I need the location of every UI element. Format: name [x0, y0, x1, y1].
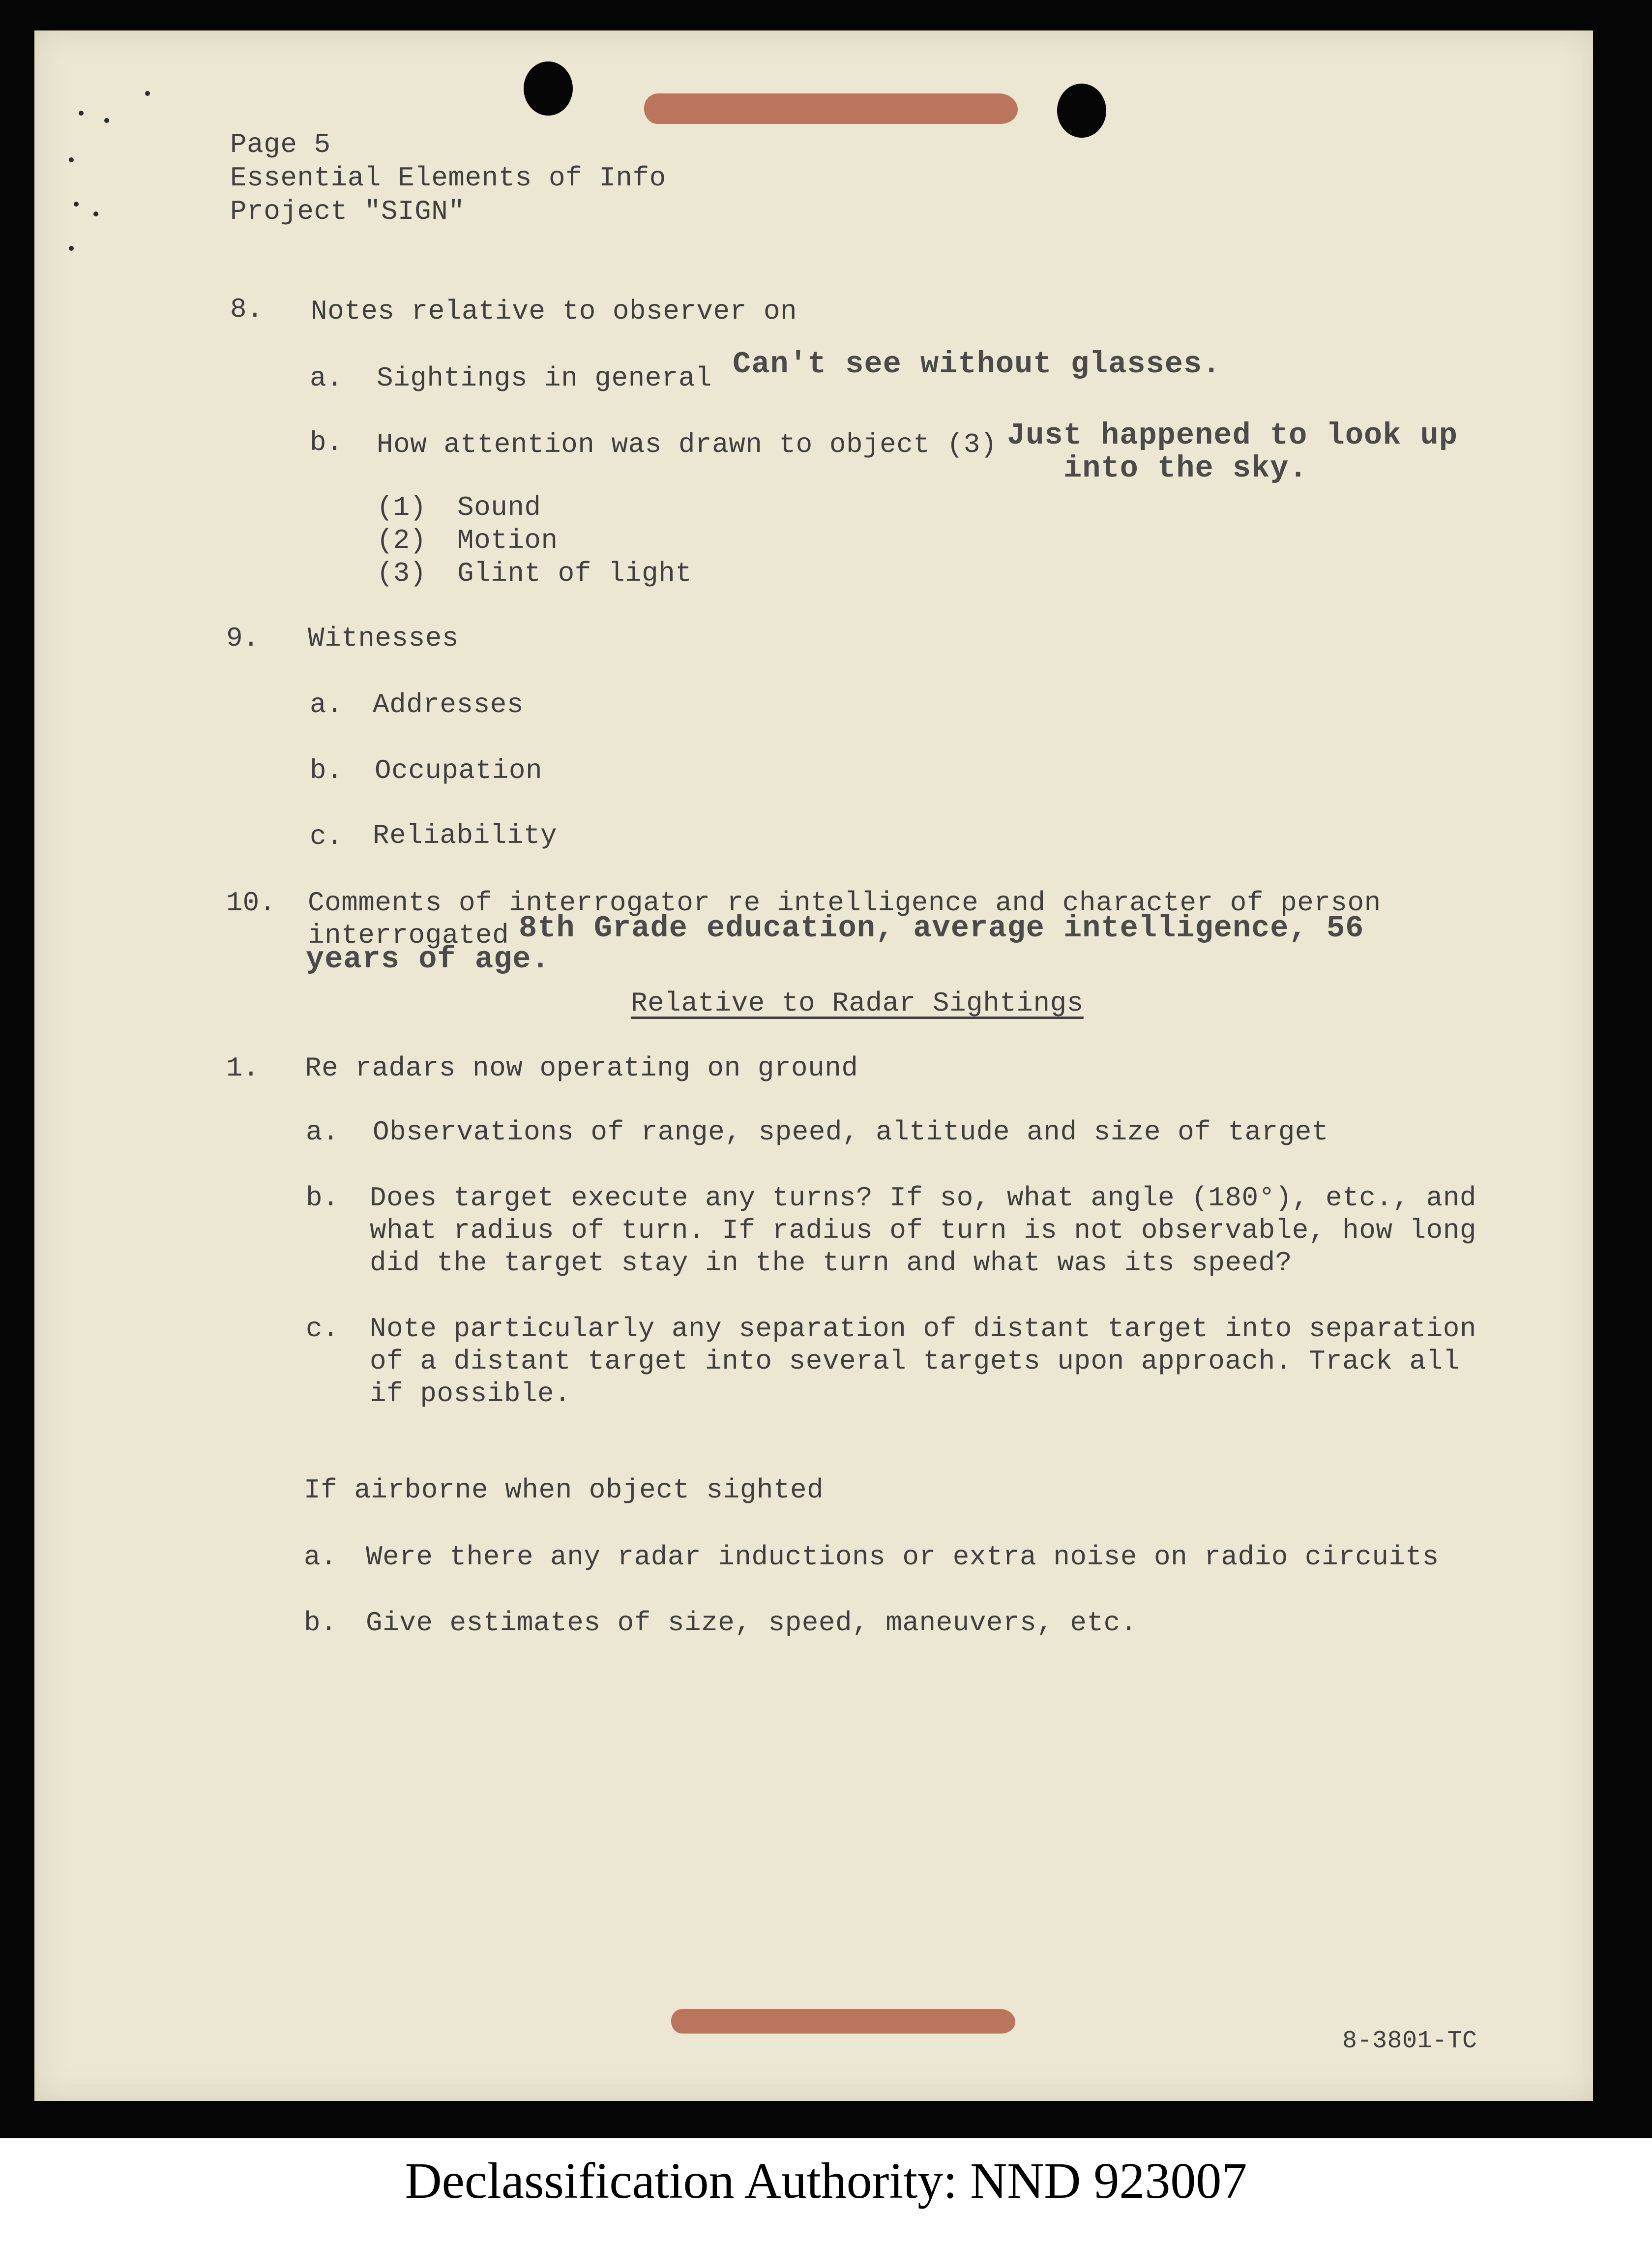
section-9b-text: Occupation — [375, 755, 543, 786]
option-1-number: (1) — [377, 492, 426, 523]
radar-1b-line2: what radius of turn. If radius of turn is not observable, how long — [370, 1215, 1476, 1246]
section-8b-answer-line2: into the sky. — [1063, 451, 1308, 486]
radar-1a-label: a. — [306, 1116, 339, 1148]
section-9a-text: Addresses — [373, 689, 524, 720]
section-9c-label: c. — [310, 821, 343, 852]
section-9-heading: Witnesses — [308, 623, 459, 654]
section-9-number: 9. — [226, 623, 260, 654]
section-10-answer-line1: 8th Grade education, average intelligence, 56 — [519, 911, 1364, 946]
section-9c-text: Reliability — [373, 820, 558, 851]
tape-strip-top — [644, 93, 1018, 124]
section-10-line1: Comments of interrogator re intelligence and character of person — [308, 887, 1381, 919]
section-8a-text: Sightings in general — [377, 362, 712, 394]
airborne-b-text: Give estimates of size, speed, maneuvers, etc. — [366, 1607, 1137, 1639]
option-2-text: Motion — [457, 525, 558, 556]
radar-1-number: 1. — [226, 1052, 260, 1084]
section-8a-label: a. — [310, 362, 343, 394]
form-number: 8-3801-TC — [1342, 2027, 1477, 2055]
radar-1b-line3: did the target stay in the turn and what was its speed? — [370, 1247, 1292, 1279]
section-9b-label: b. — [310, 755, 343, 786]
section-10-answer-line2: years of age. — [306, 942, 550, 977]
section-10-number: 10. — [226, 887, 276, 919]
ink-speck — [69, 157, 74, 162]
section-8a-answer: Can't see without glasses. — [733, 347, 1221, 382]
ink-speck — [104, 118, 109, 123]
section-8b-text: How attention was drawn to object (3) — [377, 429, 997, 460]
section-8-heading: Notes relative to observer on — [311, 296, 797, 327]
ink-speck — [69, 246, 74, 251]
airborne-a-label: a. — [304, 1541, 337, 1573]
punch-hole-left — [524, 61, 573, 116]
document-title: Essential Elements of Info — [230, 162, 666, 194]
airborne-a-text: Were there any radar inductions or extra noise on radio circuits — [366, 1541, 1439, 1573]
punch-hole-right — [1057, 84, 1106, 138]
airborne-b-label: b. — [304, 1607, 337, 1639]
ink-speck — [145, 91, 150, 96]
radar-1c-label: c. — [306, 1313, 339, 1345]
section-8b-label: b. — [310, 427, 343, 458]
ink-speck — [74, 202, 79, 207]
radar-1-heading: Re radars now operating on ground — [305, 1052, 858, 1084]
declassification-footer: Declassification Authority: NND 923007 — [405, 2153, 1247, 2209]
radar-1c-line3: if possible. — [370, 1378, 571, 1409]
project-name: Project "SIGN" — [230, 196, 465, 227]
section-10-line2: interrogated — [308, 920, 509, 951]
radar-1c-line2: of a distant target into several targets upon approach. Track all — [370, 1346, 1460, 1377]
option-1-text: Sound — [457, 492, 541, 523]
section-8b-answer-line1: Just happened to look up — [1007, 418, 1458, 453]
tape-strip-bottom — [671, 2009, 1015, 2034]
ink-speck — [93, 211, 98, 216]
radar-1a-text: Observations of range, speed, altitude and size of target — [373, 1116, 1329, 1148]
airborne-heading: If airborne when object sighted — [304, 1474, 824, 1506]
section-8-number: 8. — [230, 294, 264, 325]
option-2-number: (2) — [377, 525, 426, 556]
radar-1b-line1: Does target execute any turns? If so, what angle (180°), etc., and — [370, 1182, 1476, 1214]
radar-1c-line1: Note particularly any separation of distant target into separation — [370, 1313, 1476, 1345]
option-3-number: (3) — [377, 558, 426, 589]
section-9a-label: a. — [310, 689, 343, 720]
page-number: Page 5 — [230, 129, 331, 160]
ink-speck — [79, 111, 84, 116]
radar-section-heading: Relative to Radar Sightings — [631, 988, 1084, 1019]
radar-1b-label: b. — [306, 1182, 339, 1214]
option-3-text: Glint of light — [457, 558, 692, 589]
